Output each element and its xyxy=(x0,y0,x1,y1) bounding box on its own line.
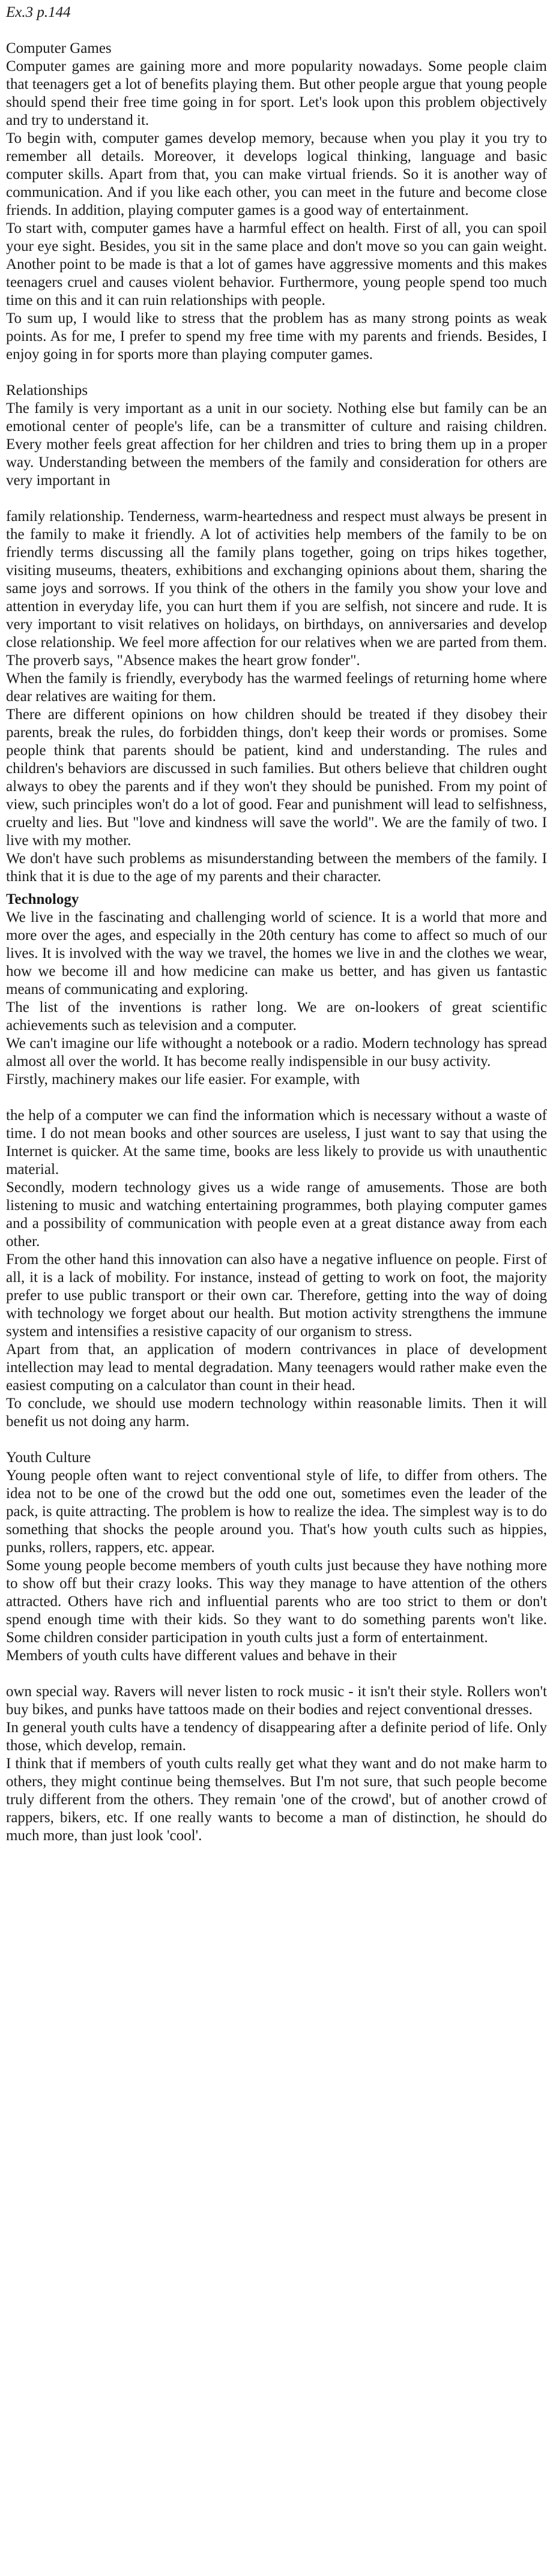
paragraph: From the other hand this innovation can also have a negative influence on people. First of all, it is a lack of mobility. For instance, instead of getting to work on foot, the majority prefer to use public transport or their own car. Therefore, getting into the way of doing with technology we forget about our health. But motion activity strengthens the immune system and intensifies a resistive capacity of our organism to stress. xyxy=(6,1251,547,1340)
paragraph: In general youth cults have a tendency of disappearing after a definite period of life. Only those, which develop, remain. xyxy=(6,1720,547,1754)
paragraph: To start with, computer games have a harmful effect on health. First of all, you can spoil your eye sight. Besides, you sit in the same place and don't move so you can gain weight. Another point to be made is that a lot of games have aggressive moments and this makes teenagers cruel and causes violent behavior. Furthermore, young people spend too much time on this and it can ruin relationships with people. xyxy=(6,220,547,308)
paragraph: To conclude, we should use modern technology within reasonable limits. Then it will benefit us not doing any harm. xyxy=(6,1395,547,1430)
paragraph: Secondly, modern technology gives us a wide range of amusements. Those are both listening to music and watching entertaining programmes, both playing computer games and a possibility of communication with people even at a great distance away from each other. xyxy=(6,1179,547,1250)
paragraph: Young people often want to reject conventional style of life, to differ from others. The idea not to be one of the crowd but the odd one out, sometimes even the leader of the pack, is quite attracting. The problem is how to realize the idea. The simplest way is to do something that shocks the people around you. That's how youth cults such as hippies, punks, rollers, rappers, etc. appear. xyxy=(6,1467,547,1556)
paragraph: family relationship. Tenderness, warm-heartedness and respect must always be present in the family to make it friendly. A lot of activities help members of the family to be on friendly terms discussing all the family plans together, going on trips hikes together, visiting museums, theaters, exhibitions and exchanging opinions about them, sharing the same joys and sorrows. If you think of the others in the family you show your love and attention in everyday life, you can hurt them if you are selfish, not sincere and rude. It is very important to visit relatives on holidays, on birthdays, on anniversaries and develop close relationship. We feel more affection for our relatives when we are parted from them. The proverb says, "Absence makes the heart grow fonder". xyxy=(6,508,547,669)
paragraph: When the family is friendly, everybody has the warmed feelings of returning home where dear relatives are waiting for them. xyxy=(6,670,547,705)
section-title-youth-culture: Youth Culture xyxy=(6,1449,91,1466)
paragraph: Computer games are gaining more and more popularity nowadays. Some people claim that teenagers get a lot of benefits playing them. But other people argue that young people should spend their free time going in for sport. Let's look upon this problem objectively and try to understand it. xyxy=(6,58,547,128)
section-title-relationships: Relationships xyxy=(6,382,88,399)
paragraph: The family is very important as a unit in our society. Nothing else but family can be an emotional center of people's life, can be a transmitter of culture and raising children. Every mother feels great affection for her children and tries to bring them up in a proper way. Understanding between the members of the family and consideration for others are very important in xyxy=(6,400,547,489)
paragraph: I think that if members of youth cults really get what they want and do not make harm to others, they might continue being themselves. But I'm not sure, that such people become truly different from the others. They remain 'one of the crowd', but of another crowd of rappers, bikers, etc. If one really wants to become a man of distinction, he should do much more, than just look 'cool'. xyxy=(6,1756,547,1844)
paragraph: Members of youth cults have different values and behave in their xyxy=(6,1648,397,1664)
paragraph: Some young people become members of youth cults just because they have nothing more to show off but their crazy looks. This way they manage to have attention of the others attracted. Others have rich and influential parents who are too strict to them or don't spend enough time with their kids. So they want to do something parents won't like. Some children consider participation in youth cults just a form of entertainment. xyxy=(6,1557,547,1646)
paragraph: The list of the inventions is rather long. We are on-lookers of great scientific achievements such as television and a computer. xyxy=(6,999,547,1034)
paragraph: There are different opinions on how children should be treated if they disobey their parents, break the rules, do forbidden things, don't keep their words or promises. Some people think that parents should be patient, kind and understanding. The rules and children's behaviors are discussed in such families. But others believe that children ought always to obey the parents and if they won't they should be punished. From my point of view, such principles won't do a lot of good. Fear and punishment will lead to selfishness, cruelty and lies. But "love and kindness will save the world". We are the family of two. I live with my mother. xyxy=(6,706,547,849)
paragraph: To sum up, I would like to stress that the problem has as many strong points as weak points. As for me, I prefer to spend my free time with my parents and friends. Besides, I enjoy going in for sports more than playing computer games. xyxy=(6,310,547,363)
paragraph: We can't imagine our life withought a notebook or a radio. Modern technology has spread almost all over the world. It has become really indispensible in our busy activity. xyxy=(6,1035,547,1070)
paragraph: Apart from that, an application of modern contrivances in place of development intellection may lead to mental degradation. Many teenagers would rather make even the easiest computing on a calculator than count in their head. xyxy=(6,1341,547,1394)
section-technology xyxy=(6,891,547,1431)
section-relationships xyxy=(6,382,547,886)
paragraph: To begin with, computer games develop memory, because when you play it you try to remember all details. Moreover, it develops logical thinking, language and basic computer skills. Apart from that, you can make virtual friends. So it is another way of communication. And if you like each other, you can meet in the future and become close friends. In addition, playing computer games is a good way of entertainment. xyxy=(6,130,547,218)
exercise-reference: Ex.3 p.144 xyxy=(6,4,71,20)
paragraph: We don't have such problems as misunderstanding between the members of the family. I think that it is due to the age of my parents and their character. xyxy=(6,850,547,885)
paragraph: Firstly, machinery makes our life easier. For example, with xyxy=(6,1071,360,1088)
paragraph: the help of a computer we can find the information which is necessary without a waste of time. I do not mean books and other sources are useless, I just want to say that using the Internet is quicker. At the same time, books are less likely to provide us with unauthentic material. xyxy=(6,1107,547,1178)
paragraph: own special way. Ravers will never listen to rock music - it isn't their style. Rollers won't buy bikes, and punks have tattoos made on their bodies and reject conventional dresses. xyxy=(6,1684,547,1718)
section-title-computer-games: Computer Games xyxy=(6,40,112,56)
section-computer-games xyxy=(6,40,547,364)
section-title-technology: Technology xyxy=(6,891,79,907)
section-youth-culture xyxy=(6,1449,547,1845)
paragraph: We live in the fascinating and challenging world of science. It is a world that more and more over the ages, and especially in the 20th century has come to affect so much of our lives. It is involved with the way we travel, the homes we live in and the clothes we wear, how we become ill and how medicine can make us better, and has given us fantastic means of communicating and exploring. xyxy=(6,909,547,998)
